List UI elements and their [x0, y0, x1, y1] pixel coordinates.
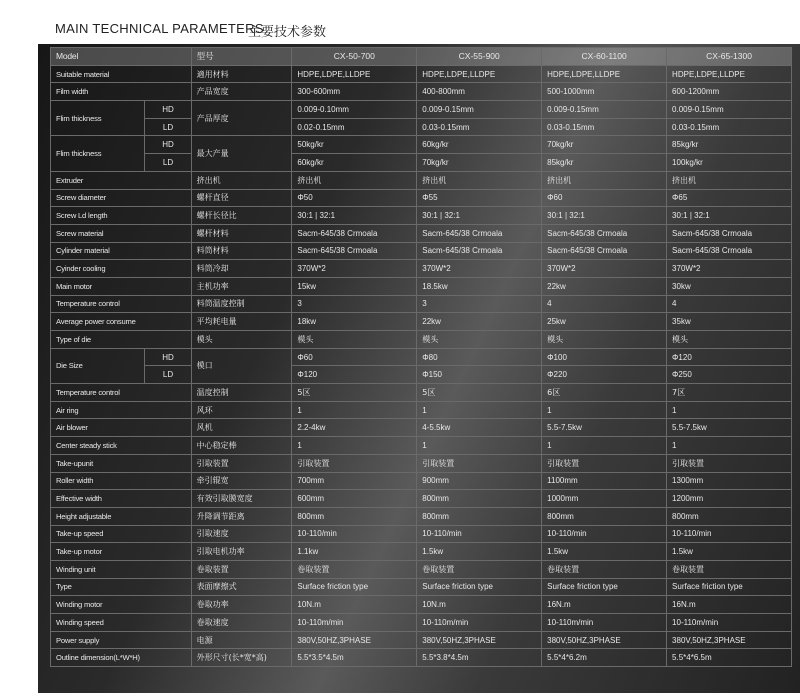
row-label-cn: 产品宽度: [191, 83, 292, 101]
value-cell: HDPE,LDPE,LLDPE: [542, 65, 667, 83]
table-row: [51, 189, 792, 207]
value-cell: 100kg/kr: [667, 154, 792, 172]
value-cell: Φ150: [417, 366, 542, 384]
value-cell: 1: [292, 401, 417, 419]
value-cell: 380V,50HZ,3PHASE: [667, 631, 792, 649]
row-label-cn: 卷取功率: [191, 596, 292, 614]
row-label: Air blower: [51, 419, 192, 437]
model-label: Model: [51, 48, 192, 66]
row-label: Type of die: [51, 331, 192, 349]
value-cell: 4: [542, 295, 667, 313]
value-cell: 60kg/kr: [292, 154, 417, 172]
table-row: [51, 631, 792, 649]
row-label: Take-upunit: [51, 454, 192, 472]
value-cell: 10-110m/min: [542, 614, 667, 632]
value-cell: 1000mm: [542, 490, 667, 508]
row-label: Type: [51, 578, 192, 596]
sub-label-ld: LD: [145, 366, 191, 384]
model-header: CX-50-700: [292, 48, 417, 66]
value-cell: 800mm: [292, 507, 417, 525]
value-cell: 18kw: [292, 313, 417, 331]
value-cell: 380V,50HZ,3PHASE: [292, 631, 417, 649]
table-row: [51, 65, 792, 83]
value-cell: 22kw: [542, 277, 667, 295]
table-row: [51, 101, 792, 119]
value-cell: 85kg/kr: [667, 136, 792, 154]
table-row: [51, 614, 792, 632]
row-label-cn: 最大产量: [191, 136, 292, 171]
value-cell: 10-110/min: [667, 525, 792, 543]
value-cell: 1.1kw: [292, 543, 417, 561]
value-cell: 500-1000mm: [542, 83, 667, 101]
row-label-cn: 卷取装置: [191, 560, 292, 578]
value-cell: 1: [667, 401, 792, 419]
row-label-cn: 风环: [191, 401, 292, 419]
table-row: [51, 507, 792, 525]
row-label: Suitable material: [51, 65, 192, 83]
row-label: Center steady stick: [51, 437, 192, 455]
value-cell: 15kw: [292, 277, 417, 295]
table-row: [51, 242, 792, 260]
value-cell: 5.5-7.5kw: [667, 419, 792, 437]
value-cell: 0.03-0.15mm: [667, 118, 792, 136]
row-label-cn: 引取装置: [191, 454, 292, 472]
value-cell: 模头: [417, 331, 542, 349]
value-cell: 模头: [667, 331, 792, 349]
value-cell: 引取装置: [667, 454, 792, 472]
value-cell: 0.03-0.15mm: [542, 118, 667, 136]
value-cell: 370W*2: [292, 260, 417, 278]
row-label-cn: 电源: [191, 631, 292, 649]
value-cell: Surface friction type: [292, 578, 417, 596]
value-cell: 30:1 | 32:1: [292, 207, 417, 225]
value-cell: 0.03-0.15mm: [417, 118, 542, 136]
table-row: [51, 437, 792, 455]
row-label-cn: 料筒冷却: [191, 260, 292, 278]
value-cell: Sacm-645/38 Crmoala: [417, 242, 542, 260]
value-cell: 5.5*4*6.2m: [542, 649, 667, 667]
row-label: Die Size: [51, 348, 145, 383]
value-cell: 0.02-0.15mm: [292, 118, 417, 136]
row-label: Winding speed: [51, 614, 192, 632]
value-cell: 1300mm: [667, 472, 792, 490]
parameters-table: [50, 47, 792, 667]
value-cell: 1: [417, 401, 542, 419]
value-cell: 1: [292, 437, 417, 455]
row-label-cn: 平均耗电量: [191, 313, 292, 331]
row-label: Take-up motor: [51, 543, 192, 561]
row-label: Winding unit: [51, 560, 192, 578]
value-cell: 35kw: [667, 313, 792, 331]
table-header-row: [51, 48, 792, 66]
row-label: Air ring: [51, 401, 192, 419]
row-label-cn: 螺杆材料: [191, 224, 292, 242]
table-row: [51, 543, 792, 561]
value-cell: 7区: [667, 384, 792, 402]
value-cell: 4: [667, 295, 792, 313]
value-cell: 1: [417, 437, 542, 455]
table-row: [51, 277, 792, 295]
value-cell: Φ100: [542, 348, 667, 366]
model-header: CX-55-900: [417, 48, 542, 66]
value-cell: 16N.m: [667, 596, 792, 614]
value-cell: Φ50: [292, 189, 417, 207]
table-row: [51, 560, 792, 578]
value-cell: 挤出机: [417, 171, 542, 189]
row-label: Extruder: [51, 171, 192, 189]
row-label: Winding motor: [51, 596, 192, 614]
table-row: [51, 401, 792, 419]
value-cell: 10-110/min: [292, 525, 417, 543]
value-cell: 30:1 | 32:1: [542, 207, 667, 225]
row-label-cn: 挤出机: [191, 171, 292, 189]
value-cell: 70kg/kr: [417, 154, 542, 172]
row-label: Power supply: [51, 631, 192, 649]
row-label-cn: 引取速度: [191, 525, 292, 543]
sub-label-hd: HD: [145, 101, 191, 119]
row-label-cn: 升降调节距离: [191, 507, 292, 525]
row-label-cn: 主机功率: [191, 277, 292, 295]
value-cell: 400-800mm: [417, 83, 542, 101]
value-cell: 10-110/min: [417, 525, 542, 543]
value-cell: 引取装置: [417, 454, 542, 472]
value-cell: 卷取装置: [542, 560, 667, 578]
value-cell: 0.009-0.10mm: [292, 101, 417, 119]
value-cell: 85kg/kr: [542, 154, 667, 172]
table-row: [51, 384, 792, 402]
value-cell: HDPE,LDPE,LLDPE: [417, 65, 542, 83]
row-label-cn: 引取电机功率: [191, 543, 292, 561]
value-cell: 1: [542, 437, 667, 455]
value-cell: 5区: [292, 384, 417, 402]
model-header: CX-60-1100: [542, 48, 667, 66]
value-cell: 0.009-0.15mm: [417, 101, 542, 119]
value-cell: 380V,50HZ,3PHASE: [417, 631, 542, 649]
value-cell: 3: [417, 295, 542, 313]
table-row: [51, 578, 792, 596]
value-cell: Sacm-645/38 Crmoala: [417, 224, 542, 242]
value-cell: Φ80: [417, 348, 542, 366]
sub-label-hd: HD: [145, 136, 191, 154]
value-cell: 16N.m: [542, 596, 667, 614]
sub-label-hd: HD: [145, 348, 191, 366]
table-row: [51, 171, 792, 189]
value-cell: 300-600mm: [292, 83, 417, 101]
row-label-cn: 螺杆直径: [191, 189, 292, 207]
value-cell: 挤出机: [292, 171, 417, 189]
value-cell: 模头: [292, 331, 417, 349]
table-row: [51, 154, 792, 172]
row-label-cn: 牵引辊宽: [191, 472, 292, 490]
row-label-cn: 卷取速度: [191, 614, 292, 632]
value-cell: 引取装置: [542, 454, 667, 472]
row-label-cn: 模口: [191, 348, 292, 383]
model-label-cn: 型号: [191, 48, 292, 66]
value-cell: 5.5-7.5kw: [542, 419, 667, 437]
value-cell: 引取装置: [292, 454, 417, 472]
row-label: Cylinder material: [51, 242, 192, 260]
row-label: Flim thickness: [51, 136, 145, 171]
value-cell: 6区: [542, 384, 667, 402]
value-cell: Φ250: [667, 366, 792, 384]
value-cell: 370W*2: [542, 260, 667, 278]
value-cell: 1: [667, 437, 792, 455]
table-row: [51, 207, 792, 225]
value-cell: 600mm: [292, 490, 417, 508]
value-cell: 10-110/min: [542, 525, 667, 543]
row-label: Height adjustable: [51, 507, 192, 525]
sub-label-ld: LD: [145, 118, 191, 136]
value-cell: 600-1200mm: [667, 83, 792, 101]
value-cell: 卷取装置: [292, 560, 417, 578]
row-label-cn: 有效引取膜宽度: [191, 490, 292, 508]
sub-label-ld: LD: [145, 154, 191, 172]
value-cell: Surface friction type: [417, 578, 542, 596]
value-cell: 5区: [417, 384, 542, 402]
value-cell: 1.5kw: [417, 543, 542, 561]
value-cell: 18.5kw: [417, 277, 542, 295]
value-cell: 5.5*3.8*4.5m: [417, 649, 542, 667]
value-cell: 1.5kw: [667, 543, 792, 561]
row-label: Main motor: [51, 277, 192, 295]
row-label: Average power consume: [51, 313, 192, 331]
value-cell: 1100mm: [542, 472, 667, 490]
value-cell: 50kg/kr: [292, 136, 417, 154]
table-row: [51, 348, 792, 366]
value-cell: 800mm: [417, 507, 542, 525]
value-cell: 模头: [542, 331, 667, 349]
value-cell: 卷取装置: [667, 560, 792, 578]
value-cell: 60kg/kr: [417, 136, 542, 154]
model-header: CX-65-1300: [667, 48, 792, 66]
value-cell: 25kw: [542, 313, 667, 331]
value-cell: Φ220: [542, 366, 667, 384]
table-row: [51, 490, 792, 508]
row-label: Outline dimension(L*W*H): [51, 649, 192, 667]
value-cell: 10-110m/min: [292, 614, 417, 632]
value-cell: 800mm: [417, 490, 542, 508]
value-cell: Φ60: [542, 189, 667, 207]
value-cell: 800mm: [667, 507, 792, 525]
value-cell: 30kw: [667, 277, 792, 295]
value-cell: 3: [292, 295, 417, 313]
row-label: Screw material: [51, 224, 192, 242]
row-label: Film width: [51, 83, 192, 101]
value-cell: 370W*2: [667, 260, 792, 278]
value-cell: Φ60: [292, 348, 417, 366]
value-cell: 1: [542, 401, 667, 419]
title-chinese: 主要技术参数: [248, 25, 327, 40]
row-label-cn: 料筒温度控制: [191, 295, 292, 313]
row-label: Roller width: [51, 472, 192, 490]
row-label-cn: 风机: [191, 419, 292, 437]
row-label-cn: 適用材料: [191, 65, 292, 83]
value-cell: 700mm: [292, 472, 417, 490]
row-label: Screw Ld length: [51, 207, 192, 225]
value-cell: 900mm: [417, 472, 542, 490]
table-row: [51, 454, 792, 472]
table-row: [51, 136, 792, 154]
value-cell: HDPE,LDPE,LLDPE: [667, 65, 792, 83]
value-cell: 380V,50HZ,3PHASE: [542, 631, 667, 649]
row-label-cn: 中心稳定棒: [191, 437, 292, 455]
table-row: [51, 83, 792, 101]
table-row: [51, 313, 792, 331]
value-cell: Φ120: [292, 366, 417, 384]
row-label-cn: 螺杆长径比: [191, 207, 292, 225]
value-cell: 10N.m: [417, 596, 542, 614]
table-row: [51, 331, 792, 349]
value-cell: Φ65: [667, 189, 792, 207]
row-label-cn: 温度控制: [191, 384, 292, 402]
value-cell: 70kg/kr: [542, 136, 667, 154]
value-cell: 10N.m: [292, 596, 417, 614]
value-cell: Sacm-645/38 Crmoala: [542, 224, 667, 242]
value-cell: 挤出机: [667, 171, 792, 189]
value-cell: HDPE,LDPE,LLDPE: [292, 65, 417, 83]
value-cell: Sacm-645/38 Crmoala: [542, 242, 667, 260]
parameter-sheet: [38, 13, 800, 693]
value-cell: 30:1 | 32:1: [417, 207, 542, 225]
row-label: Temperature control: [51, 384, 192, 402]
parameters-table-body: [51, 48, 792, 667]
value-cell: Φ120: [667, 348, 792, 366]
value-cell: 挤出机: [542, 171, 667, 189]
row-label: Cyinder cooling: [51, 260, 192, 278]
header-bar: [38, 13, 800, 44]
value-cell: 1200mm: [667, 490, 792, 508]
row-label: Temperature control: [51, 295, 192, 313]
value-cell: Sacm-645/38 Crmoala: [292, 224, 417, 242]
value-cell: 22kw: [417, 313, 542, 331]
row-label: Flim thickness: [51, 101, 145, 136]
table-row: [51, 260, 792, 278]
value-cell: 1.5kw: [542, 543, 667, 561]
table-row: [51, 366, 792, 384]
row-label-cn: 产品厚度: [191, 101, 292, 136]
row-label: Screw diameter: [51, 189, 192, 207]
value-cell: 370W*2: [417, 260, 542, 278]
value-cell: 10-110m/min: [667, 614, 792, 632]
value-cell: Surface friction type: [542, 578, 667, 596]
value-cell: 0.009-0.15mm: [542, 101, 667, 119]
value-cell: 0.009-0.15mm: [667, 101, 792, 119]
value-cell: 2.2-4kw: [292, 419, 417, 437]
value-cell: Surface friction type: [667, 578, 792, 596]
table-row: [51, 419, 792, 437]
row-label: Take-up speed: [51, 525, 192, 543]
value-cell: Sacm-645/38 Crmoala: [292, 242, 417, 260]
value-cell: 5.5*3.5*4.5m: [292, 649, 417, 667]
value-cell: 5.5*4*6.5m: [667, 649, 792, 667]
row-label-cn: 表面摩擦式: [191, 578, 292, 596]
row-label-cn: 外形尺寸(长*宽*高): [191, 649, 292, 667]
table-row: [51, 525, 792, 543]
table-row: [51, 224, 792, 242]
value-cell: 30:1 | 32:1: [667, 207, 792, 225]
row-label: Effective width: [51, 490, 192, 508]
value-cell: Sacm-645/38 Crmoala: [667, 242, 792, 260]
title-english: MAIN TECHNICAL PARAMETERS: [55, 21, 264, 36]
table-row: [51, 295, 792, 313]
value-cell: 800mm: [542, 507, 667, 525]
table-row: [51, 472, 792, 490]
value-cell: 卷取装置: [417, 560, 542, 578]
table-row: [51, 649, 792, 667]
value-cell: Φ55: [417, 189, 542, 207]
row-label-cn: 料筒材料: [191, 242, 292, 260]
value-cell: 10-110m/min: [417, 614, 542, 632]
row-label-cn: 模头: [191, 331, 292, 349]
table-row: [51, 118, 792, 136]
value-cell: Sacm-645/38 Crmoala: [667, 224, 792, 242]
table-row: [51, 596, 792, 614]
value-cell: 4-5.5kw: [417, 419, 542, 437]
